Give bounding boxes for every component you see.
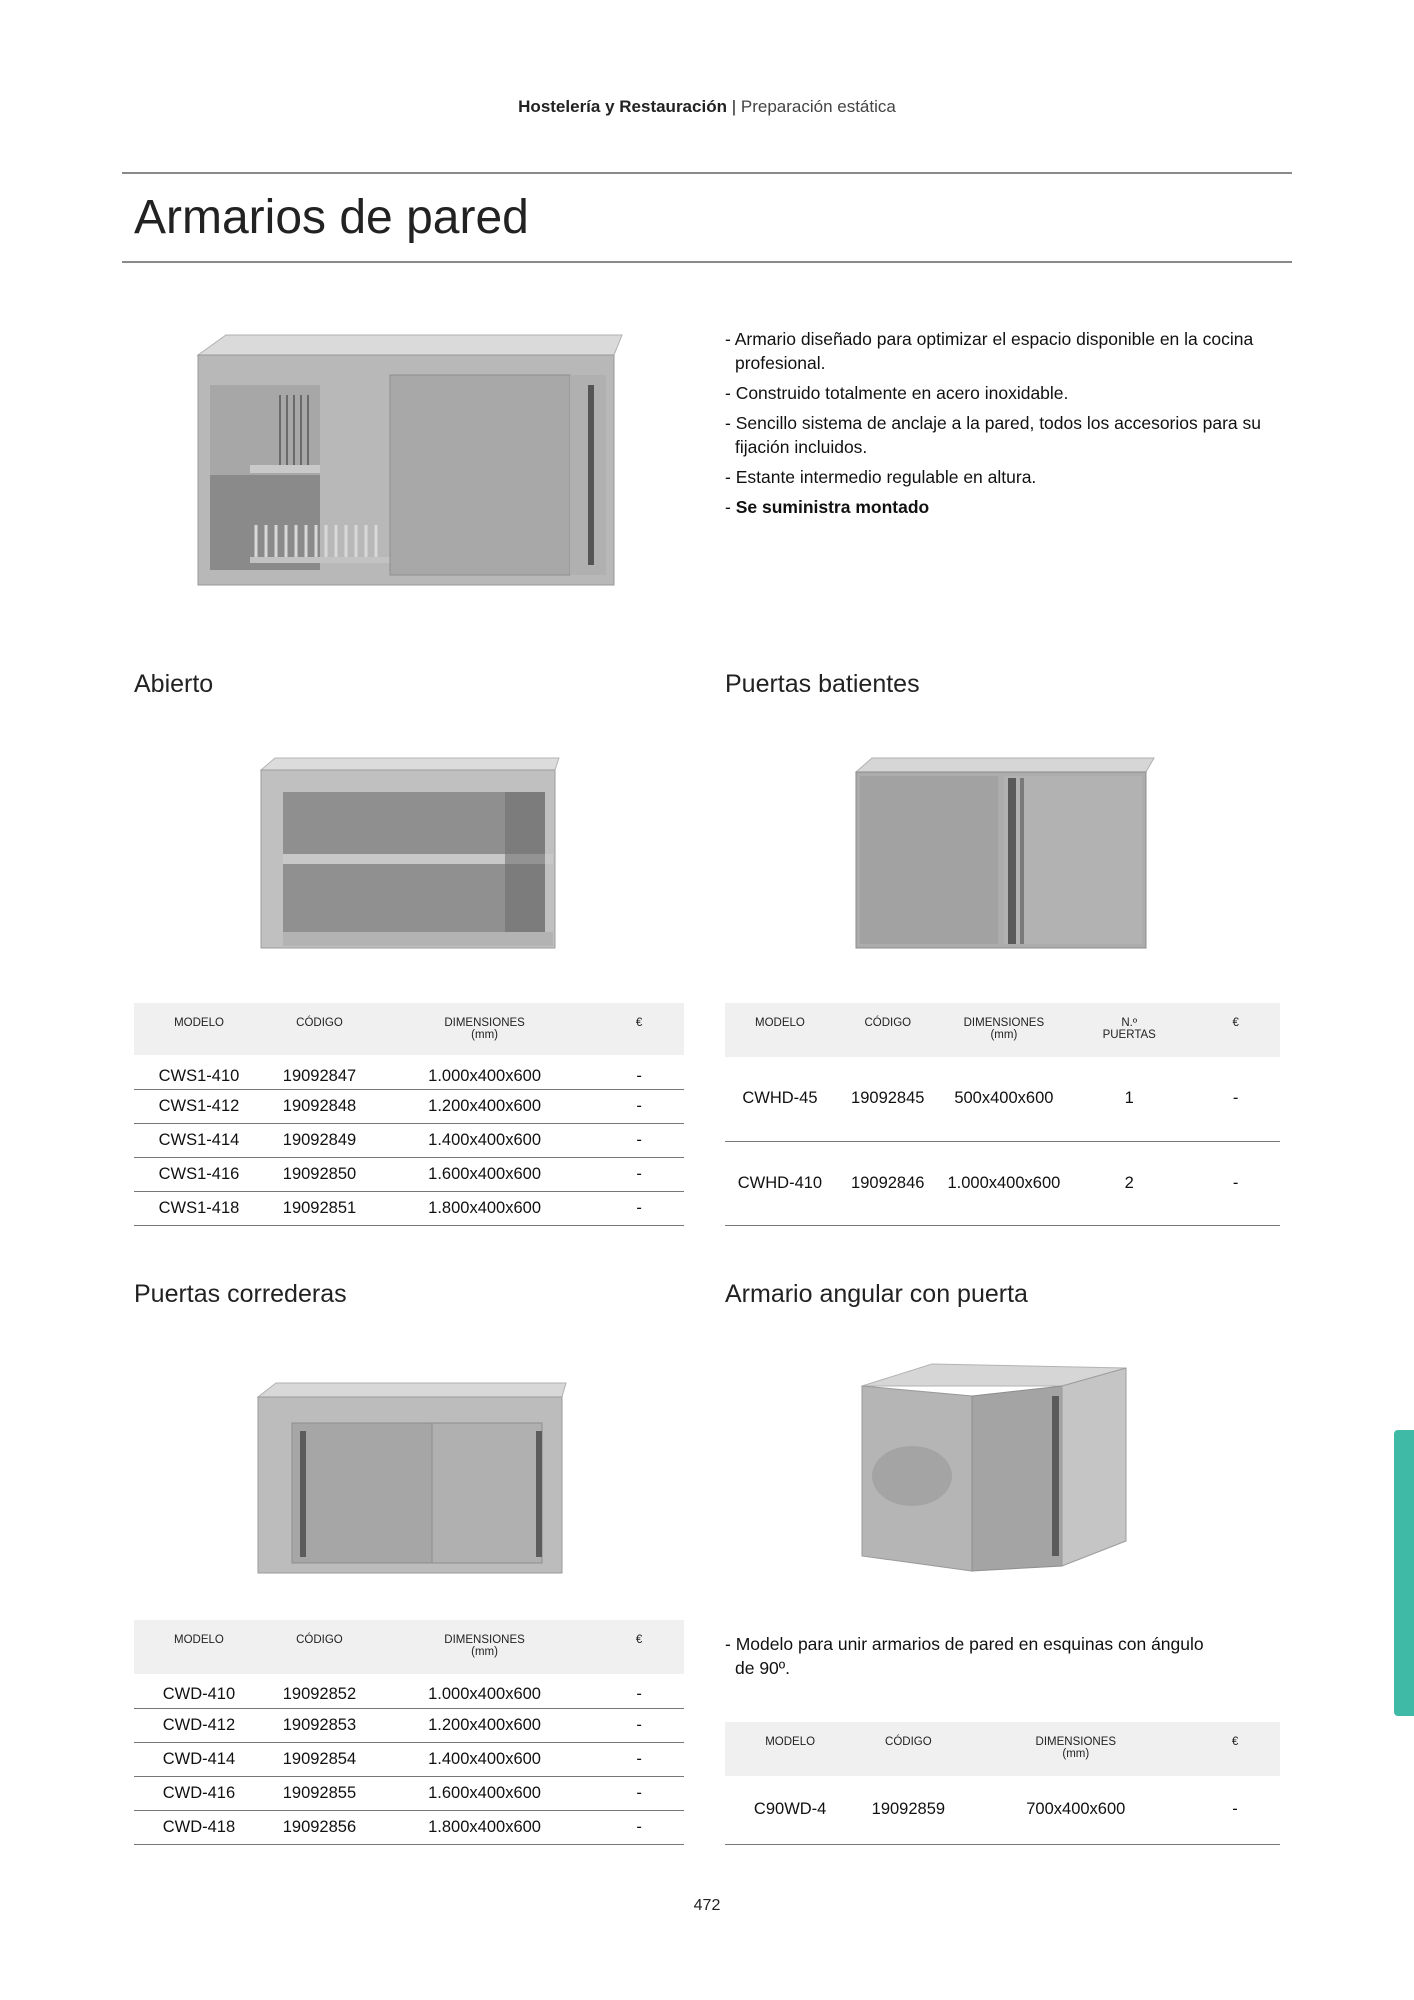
angular-note: - Modelo para unir armarios de pared en esquinas con ángulo de 90º. bbox=[725, 1634, 1204, 1678]
page-number: 472 bbox=[693, 1897, 721, 1914]
cell-codigo: 19092848 bbox=[264, 1089, 375, 1123]
cell-modelo: CWS1-414 bbox=[134, 1123, 264, 1157]
dimensiones-label: DIMENSIONES bbox=[963, 1017, 1045, 1029]
section-title-batientes: Puertas batientes bbox=[725, 670, 920, 698]
cell-dimensiones: 1.000x400x600 bbox=[941, 1141, 1068, 1225]
cell-price: - bbox=[594, 1742, 684, 1776]
cell-dimensiones: 1.000x400x600 bbox=[375, 1674, 594, 1708]
section-color-tab bbox=[1394, 1430, 1414, 1716]
feature-dash: - bbox=[725, 497, 736, 517]
col-header-euro: € bbox=[1191, 1003, 1280, 1057]
cell-codigo: 19092856 bbox=[264, 1810, 375, 1844]
cell-price: - bbox=[1190, 1776, 1280, 1844]
cell-modelo: C90WD-4 bbox=[725, 1776, 855, 1844]
col-header-dimensiones bbox=[375, 1003, 594, 1055]
section-title-correderas: Puertas correderas bbox=[134, 1280, 347, 1308]
header-subsection: Preparación estática bbox=[740, 97, 896, 116]
cell-modelo: CWS1-418 bbox=[134, 1191, 264, 1225]
col-header-codigo: CÓDIGO bbox=[855, 1722, 961, 1776]
cell-codigo: 19092853 bbox=[264, 1708, 375, 1742]
dimensiones-unit: (mm) bbox=[471, 1029, 498, 1041]
table-correderas bbox=[134, 1620, 684, 1845]
table-angular bbox=[725, 1722, 1280, 1845]
col-header-dimensiones bbox=[961, 1722, 1190, 1776]
dimensiones-label: DIMENSIONES bbox=[444, 1017, 525, 1029]
dimensiones-unit: (mm) bbox=[990, 1029, 1018, 1041]
col-header-euro: € bbox=[1190, 1722, 1280, 1776]
col-header-modelo: MODELO bbox=[134, 1620, 264, 1674]
cell-dimensiones: 1.600x400x600 bbox=[375, 1157, 594, 1191]
section-title-angular: Armario angular con puerta bbox=[725, 1280, 1028, 1308]
cell-price: - bbox=[594, 1708, 684, 1742]
cell-modelo: CWS1-412 bbox=[134, 1089, 264, 1123]
dimensiones-unit: (mm) bbox=[471, 1646, 498, 1658]
cell-modelo: CWHD-410 bbox=[725, 1141, 835, 1225]
cell-price: - bbox=[1191, 1141, 1280, 1225]
col-header-modelo: MODELO bbox=[725, 1722, 855, 1776]
feature-item: - Estante intermedio regulable en altura. bbox=[725, 467, 1037, 487]
table-batientes bbox=[725, 1003, 1280, 1226]
feature-item: - Armario diseñado para optimizar el espacio disponible en la cocina profesional. bbox=[725, 329, 1254, 373]
cell-dimensiones: 700x400x600 bbox=[961, 1776, 1190, 1844]
cell-modelo: CWD-410 bbox=[134, 1674, 264, 1708]
cell-dimensiones: 1.800x400x600 bbox=[375, 1191, 594, 1225]
dimensiones-unit: (mm) bbox=[1062, 1748, 1090, 1760]
cell-modelo: CWHD-45 bbox=[725, 1057, 835, 1141]
running-header bbox=[0, 97, 1414, 117]
feature-item-bold bbox=[725, 495, 1295, 519]
dimensiones-label: DIMENSIONES bbox=[1035, 1736, 1117, 1748]
cell-modelo: CWD-416 bbox=[134, 1776, 264, 1810]
cell-puertas: 1 bbox=[1067, 1057, 1191, 1141]
cell-codigo: 19092845 bbox=[835, 1057, 941, 1141]
corner-cabinet-image bbox=[852, 1356, 1152, 1581]
cell-codigo: 19092859 bbox=[855, 1776, 961, 1844]
header-section: Hostelería y Restauración bbox=[518, 97, 727, 116]
main-cabinet-image bbox=[190, 325, 630, 610]
cell-codigo: 19092847 bbox=[264, 1055, 375, 1089]
page-title: Armarios de pared bbox=[134, 191, 529, 244]
cell-codigo: 19092851 bbox=[264, 1191, 375, 1225]
header-separator: | bbox=[731, 97, 737, 116]
cell-dimensiones: 500x400x600 bbox=[941, 1057, 1068, 1141]
cell-codigo: 19092849 bbox=[264, 1123, 375, 1157]
col-header-codigo: CÓDIGO bbox=[264, 1003, 375, 1055]
cell-dimensiones: 1.400x400x600 bbox=[375, 1742, 594, 1776]
cell-puertas: 2 bbox=[1067, 1141, 1191, 1225]
cell-price: - bbox=[594, 1191, 684, 1225]
cell-codigo: 19092854 bbox=[264, 1742, 375, 1776]
cell-dimensiones: 1.000x400x600 bbox=[375, 1055, 594, 1089]
puertas-number-label: N.º bbox=[1121, 1017, 1138, 1029]
col-header-dimensiones bbox=[941, 1003, 1068, 1057]
cell-modelo: CWD-412 bbox=[134, 1708, 264, 1742]
cell-price: - bbox=[594, 1055, 684, 1089]
cell-modelo: CWS1-416 bbox=[134, 1157, 264, 1191]
cell-dimensiones: 1.200x400x600 bbox=[375, 1089, 594, 1123]
cell-price: - bbox=[594, 1123, 684, 1157]
col-header-euro: € bbox=[594, 1620, 684, 1674]
feature-item: - Construido totalmente en acero inoxidable. bbox=[725, 383, 1069, 403]
feature-bold-text: Se suministra montado bbox=[735, 497, 930, 517]
col-header-codigo: CÓDIGO bbox=[264, 1620, 375, 1674]
cell-dimensiones: 1.400x400x600 bbox=[375, 1123, 594, 1157]
title-rule-bottom bbox=[122, 261, 1292, 263]
dimensiones-label: DIMENSIONES bbox=[444, 1634, 525, 1646]
feature-list bbox=[725, 327, 1295, 525]
cell-price: - bbox=[594, 1089, 684, 1123]
cell-modelo: CWD-418 bbox=[134, 1810, 264, 1844]
col-header-modelo: MODELO bbox=[134, 1003, 264, 1055]
swing-door-cabinet-image bbox=[850, 752, 1160, 962]
cell-price: - bbox=[1191, 1057, 1280, 1141]
cell-price: - bbox=[594, 1674, 684, 1708]
cell-modelo: CWS1-410 bbox=[134, 1055, 264, 1089]
cell-price: - bbox=[594, 1776, 684, 1810]
cell-dimensiones: 1.600x400x600 bbox=[375, 1776, 594, 1810]
cell-codigo: 19092850 bbox=[264, 1157, 375, 1191]
col-header-modelo: MODELO bbox=[725, 1003, 835, 1057]
table-abierto bbox=[134, 1003, 684, 1226]
open-cabinet-image bbox=[255, 752, 565, 962]
section-title-abierto: Abierto bbox=[134, 670, 214, 698]
cell-dimensiones: 1.800x400x600 bbox=[375, 1810, 594, 1844]
sliding-door-cabinet-image bbox=[252, 1375, 572, 1580]
col-header-codigo: CÓDIGO bbox=[835, 1003, 941, 1057]
cell-price: - bbox=[594, 1157, 684, 1191]
puertas-label: PUERTAS bbox=[1102, 1029, 1156, 1041]
cell-modelo: CWD-414 bbox=[134, 1742, 264, 1776]
cell-codigo: 19092852 bbox=[264, 1674, 375, 1708]
cell-codigo: 19092855 bbox=[264, 1776, 375, 1810]
feature-item: - Sencillo sistema de anclaje a la pared, todos los accesorios para su fijación incluidos. bbox=[725, 413, 1261, 457]
cell-codigo: 19092846 bbox=[835, 1141, 941, 1225]
col-header-euro: € bbox=[594, 1003, 684, 1055]
cell-price: - bbox=[594, 1810, 684, 1844]
cell-dimensiones: 1.200x400x600 bbox=[375, 1708, 594, 1742]
col-header-puertas bbox=[1067, 1003, 1191, 1057]
title-rule-top bbox=[122, 172, 1292, 174]
col-header-dimensiones bbox=[375, 1620, 594, 1674]
